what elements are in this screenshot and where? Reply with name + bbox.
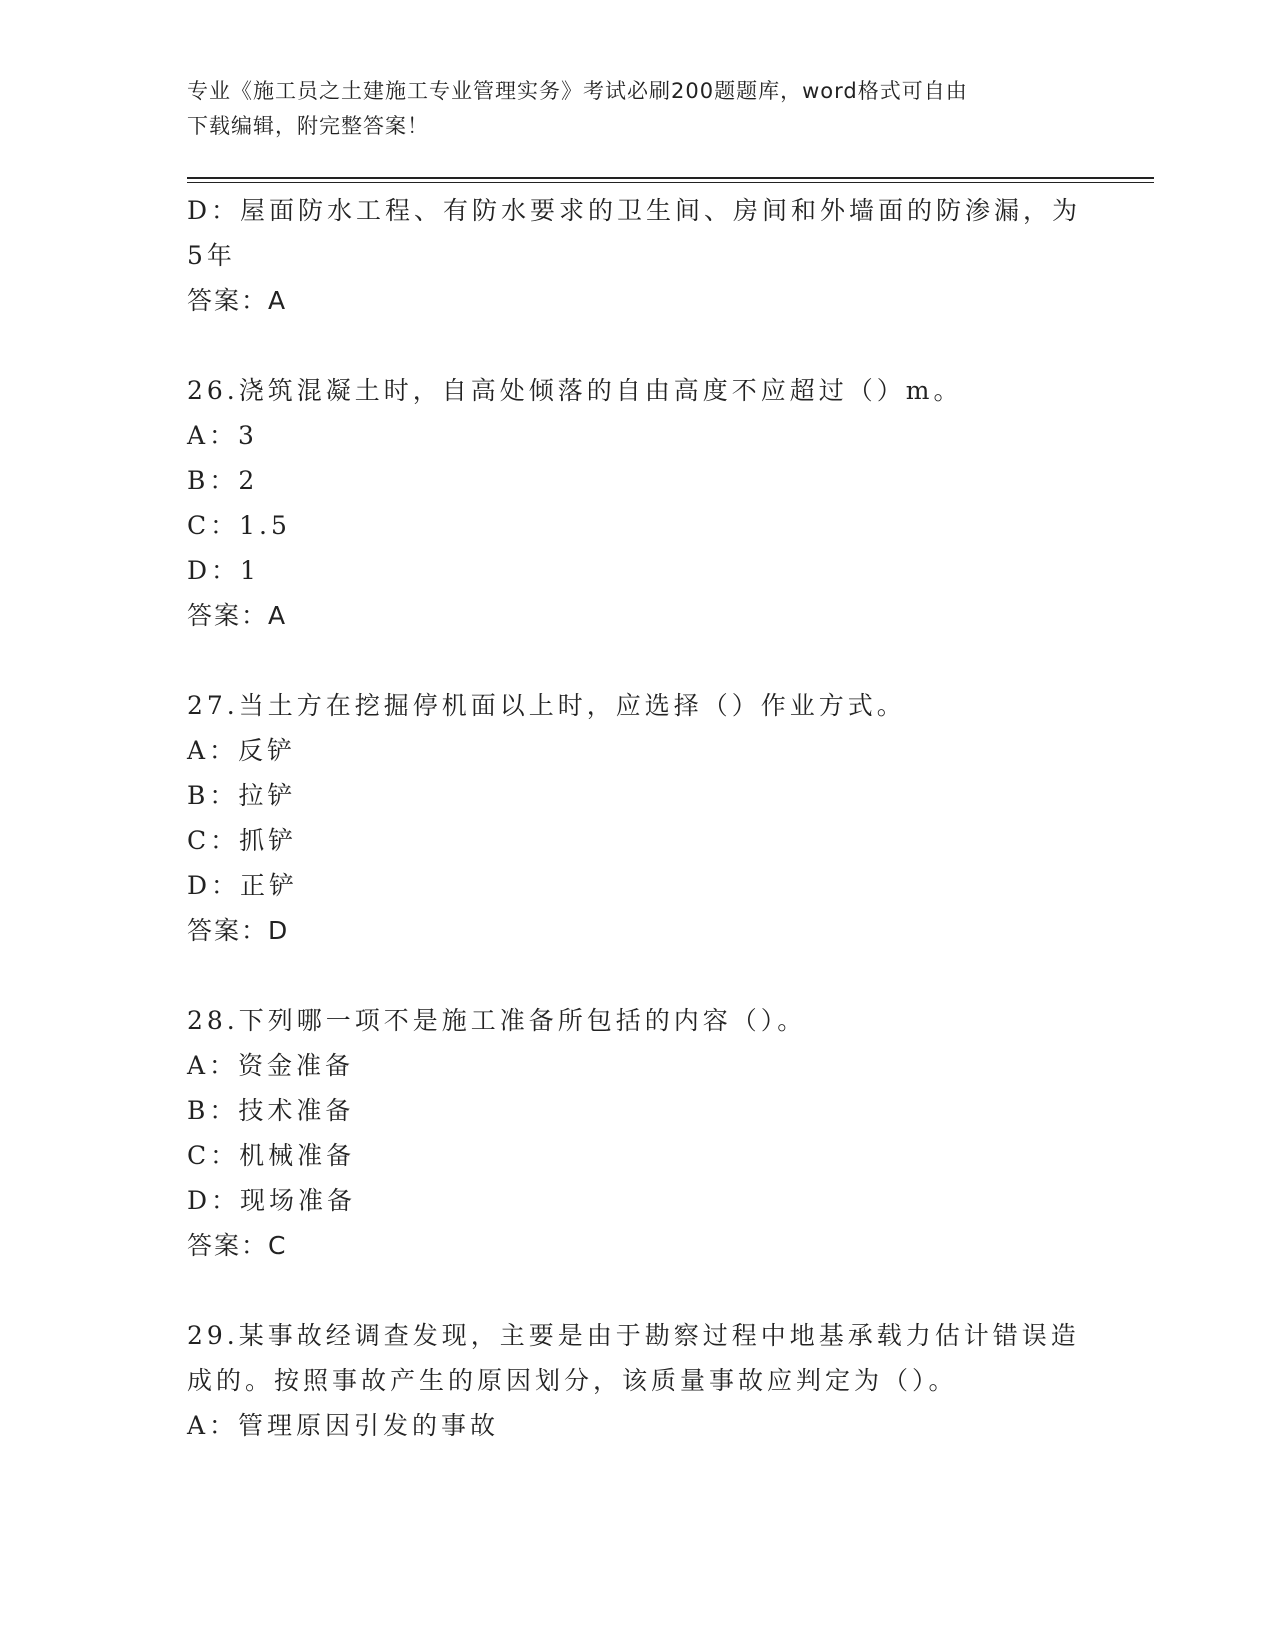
option-c: C：机械准备 [187,1141,356,1170]
answer-line: 答案：A [187,601,288,630]
spacer [187,1268,1087,1313]
spacer [187,638,1087,683]
answer-line: 答案：C [187,1231,288,1260]
header-line-2: 下载编辑，附完整答案！ [187,114,429,138]
previous-question-fragment [187,188,1087,323]
option-d-line-1: D：屋面防水工程、有防水要求的卫生间、房间和外墙面的防渗漏，为 [187,196,1082,225]
option-c: C：抓铲 [187,826,298,855]
question-stem: 27.当土方在挖掘停机面以上时，应选择（）作业方式。 [187,691,906,720]
option-d: D：1 [187,556,260,585]
option-a: A：反铲 [187,736,297,765]
option-d: D：现场准备 [187,1186,357,1215]
option-a: A：资金准备 [187,1051,355,1080]
option-d: D：正铲 [187,871,299,900]
option-a: A：管理原因引发的事故 [187,1411,500,1440]
document-header [187,74,1067,144]
header-divider-thin [187,182,1154,183]
header-divider-thick [187,177,1154,179]
spacer [187,953,1087,998]
question-29 [187,1313,1087,1448]
option-b: B：拉铲 [187,781,297,810]
question-28 [187,998,1087,1268]
option-a: A：3 [187,421,258,450]
option-c: C：1.5 [187,511,291,540]
answer-line: 答案：A [187,286,288,315]
question-stem: 28.下列哪一项不是施工准备所包括的内容（）。 [187,1006,807,1035]
option-b: B：技术准备 [187,1096,355,1125]
question-content [187,188,1087,1448]
option-d-line-2: 5年 [187,241,236,270]
question-stem-line-1: 29.某事故经调查发现，主要是由于勘察过程中地基承载力估计错误造 [187,1321,1080,1350]
option-b: B：2 [187,466,259,495]
question-stem: 26.浇筑混凝土时，自高处倾落的自由高度不应超过（）m。 [187,376,963,405]
question-stem-line-2: 成的。按照事故产生的原因划分，该质量事故应判定为（）。 [187,1366,958,1395]
question-27 [187,683,1087,953]
question-26 [187,368,1087,638]
answer-line: 答案：D [187,916,290,945]
header-line-1: 专业《施工员之土建施工专业管理实务》考试必刷200题题库，word格式可自由 [187,79,968,103]
spacer [187,323,1087,368]
